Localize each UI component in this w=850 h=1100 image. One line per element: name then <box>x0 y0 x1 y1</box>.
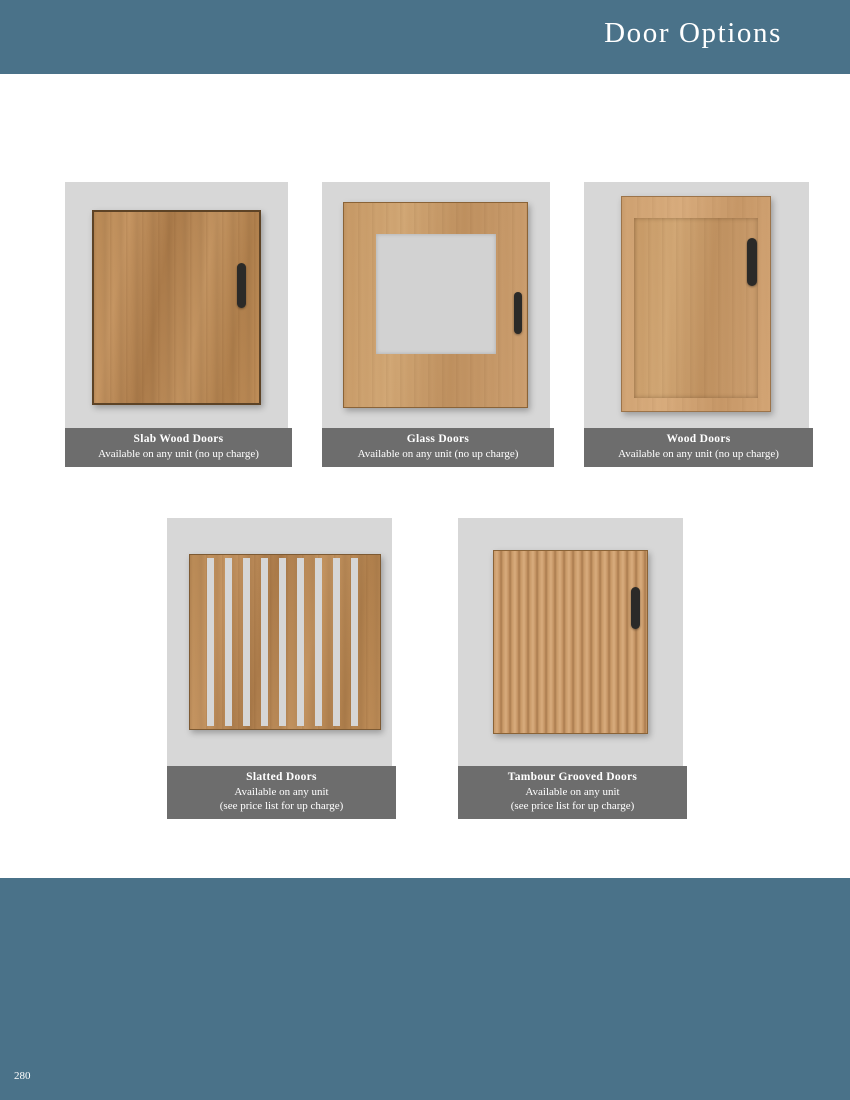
door-option-card-slatted-doors[interactable] <box>167 518 396 819</box>
door-option-card-wood-doors[interactable] <box>584 182 813 467</box>
slat-strip <box>333 558 340 726</box>
door-photo-glass <box>322 182 550 428</box>
caption-title: Wood Doors <box>666 433 731 445</box>
caption-subtitle-line-1: Available on any unit <box>525 786 620 798</box>
door-handle-icon <box>514 292 522 334</box>
slat-strip <box>261 558 268 726</box>
slat-strip <box>315 558 322 726</box>
door-photo-slatted <box>167 518 392 766</box>
door-caption-glass <box>322 428 554 467</box>
caption-subtitle-line-1: Available on any unit (no up charge) <box>357 448 519 460</box>
content-area <box>0 74 850 878</box>
caption-subtitle-line-1: Available on any unit (no up charge) <box>98 448 259 460</box>
door-options-row-1 <box>65 182 813 467</box>
slat-strip <box>225 558 232 726</box>
wood-door-inner-panel <box>634 218 758 398</box>
door-caption-wood <box>584 428 813 467</box>
glass-pane <box>376 234 496 354</box>
slat-strip <box>297 558 304 726</box>
caption-subtitle-line-2: (see price list for up charge) <box>219 800 344 812</box>
door-handle-icon <box>747 238 757 286</box>
caption-subtitle-line-2: (see price list for up charge) <box>510 800 635 812</box>
caption-subtitle-line-1: Available on any unit (no up charge) <box>618 448 779 460</box>
door-handle-icon <box>237 263 246 308</box>
page-header <box>0 0 850 74</box>
slat-strip <box>243 558 250 726</box>
door-photo-tambour <box>458 518 683 766</box>
door-option-card-slab-wood-doors[interactable] <box>65 182 292 467</box>
page-number: 280 <box>14 1070 31 1082</box>
caption-subtitle-line-1: Available on any unit <box>234 786 329 798</box>
caption-title: Tambour Grooved Doors <box>507 771 638 783</box>
door-caption-slatted <box>167 766 396 819</box>
door-handle-icon <box>631 587 640 629</box>
door-options-row-2 <box>167 518 687 819</box>
door-caption-slab <box>65 428 292 467</box>
slat-strip <box>279 558 286 726</box>
door-photo-slab <box>65 182 288 428</box>
caption-title: Glass Doors <box>406 433 470 445</box>
footer-band <box>0 878 850 1100</box>
door-option-card-tambour-grooved-doors[interactable] <box>458 518 687 819</box>
page-title: Door Options <box>604 17 782 49</box>
caption-title: Slab Wood Doors <box>133 433 224 445</box>
slab-door-panel <box>92 210 261 405</box>
slat-strip <box>207 558 214 726</box>
door-caption-tambour <box>458 766 687 819</box>
caption-title: Slatted Doors <box>246 771 317 783</box>
tambour-door-panel <box>493 550 648 734</box>
door-option-card-glass-doors[interactable] <box>322 182 554 467</box>
door-photo-wood <box>584 182 809 428</box>
slat-strip <box>351 558 358 726</box>
